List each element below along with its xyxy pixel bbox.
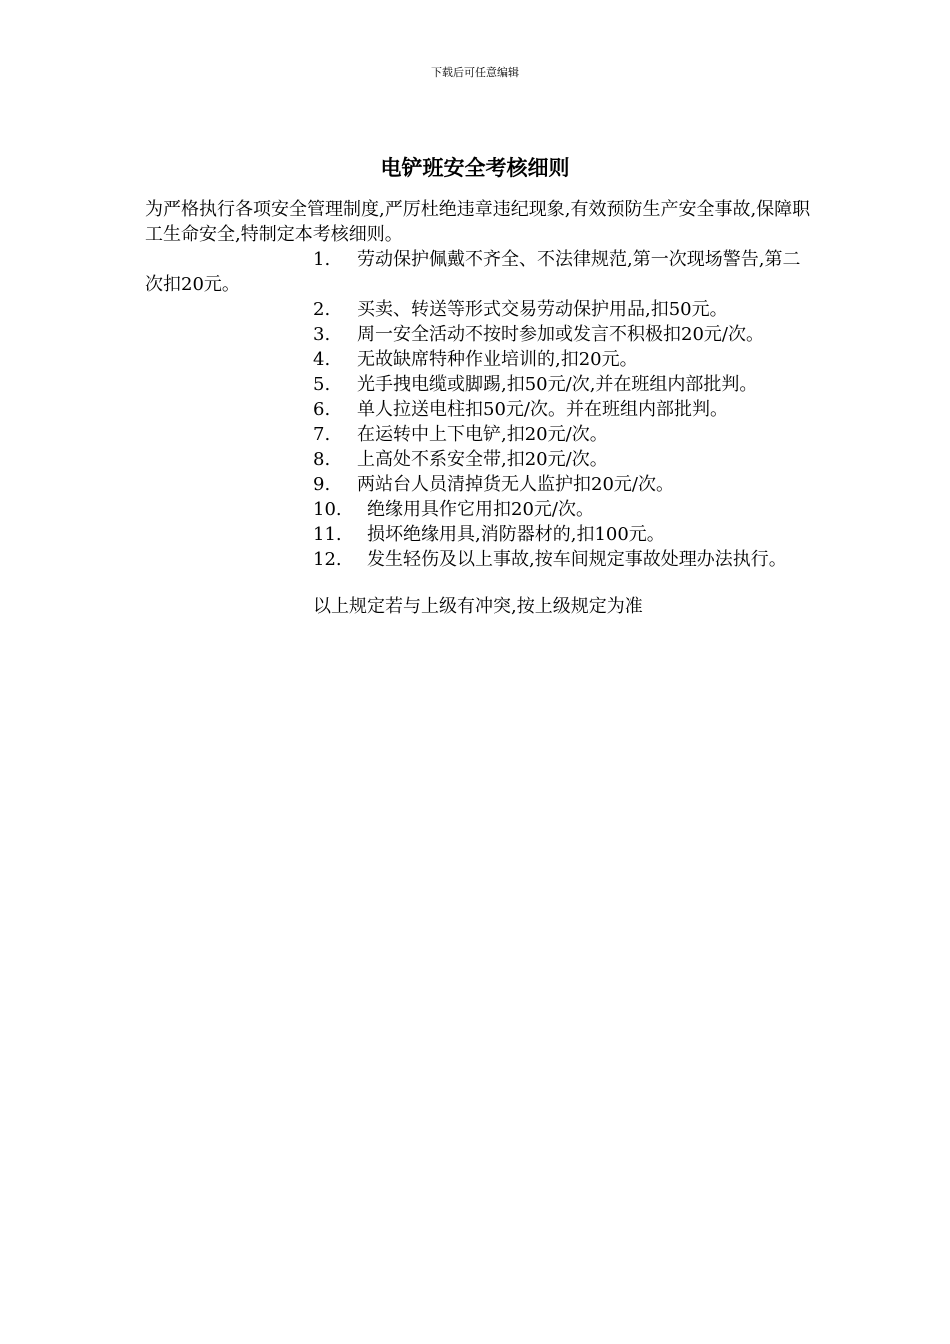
rule-item <box>145 372 813 397</box>
rule-text: 单人拉送电柱扣50元/次。并在班组内部批判。 <box>357 399 728 420</box>
rule-number: 9. <box>313 474 331 495</box>
rule-text: 两站台人员清掉货无人监护扣20元/次。 <box>357 474 674 495</box>
rule-number: 12. <box>313 549 342 570</box>
rule-item <box>145 497 813 522</box>
rule-number: 2. <box>313 299 331 320</box>
rule-text: 在运转中上下电铲,扣20元/次。 <box>357 424 608 445</box>
rule-item <box>145 247 813 297</box>
intro-paragraph: 为严格执行各项安全管理制度,严厉杜绝违章违纪现象,有效预防生产安全事故,保障职工生命安全,特制定本考核细则。 <box>145 199 811 245</box>
rule-number: 4. <box>313 349 331 370</box>
rule-text: 劳动保护佩戴不齐全、不法律规范,第一次现场警告,第二次扣20元。 <box>145 249 801 295</box>
rules-list <box>145 247 813 572</box>
rule-text: 无故缺席特种作业培训的,扣20元。 <box>357 349 638 370</box>
rule-item <box>145 472 813 497</box>
rule-item <box>145 297 813 322</box>
document-body <box>145 197 813 619</box>
rule-number: 11. <box>313 524 342 545</box>
header-note: 下载后可任意编辑 <box>431 66 519 79</box>
rule-text: 发生轻伤及以上事故,按车间规定事故处理办法执行。 <box>367 549 787 570</box>
rule-number: 3. <box>313 324 331 345</box>
rule-item <box>145 347 813 372</box>
rule-text: 损坏绝缘用具,消防器材的,扣100元。 <box>367 524 665 545</box>
closing-note: 以上规定若与上级有冲突,按上级规定为准 <box>313 596 643 617</box>
rule-text: 上高处不系安全带,扣20元/次。 <box>357 449 608 470</box>
rule-text: 光手拽电缆或脚踢,扣50元/次,并在班组内部批判。 <box>357 374 758 395</box>
rule-number: 1. <box>313 249 331 270</box>
rule-item <box>145 447 813 472</box>
rule-text: 买卖、转送等形式交易劳动保护用品,扣50元。 <box>357 299 728 320</box>
rule-item <box>145 522 813 547</box>
rule-number: 8. <box>313 449 331 470</box>
rule-item <box>145 422 813 447</box>
rule-number: 5. <box>313 374 331 395</box>
rule-text: 周一安全活动不按时参加或发言不积极扣20元/次。 <box>357 324 764 345</box>
document-title: 电铲班安全考核细则 <box>380 155 570 180</box>
rule-item <box>145 547 813 572</box>
rule-number: 10. <box>313 499 342 520</box>
rule-number: 7. <box>313 424 331 445</box>
rule-item <box>145 322 813 347</box>
rule-number: 6. <box>313 399 331 420</box>
rule-item <box>145 397 813 422</box>
rule-text: 绝缘用具作它用扣20元/次。 <box>367 499 594 520</box>
